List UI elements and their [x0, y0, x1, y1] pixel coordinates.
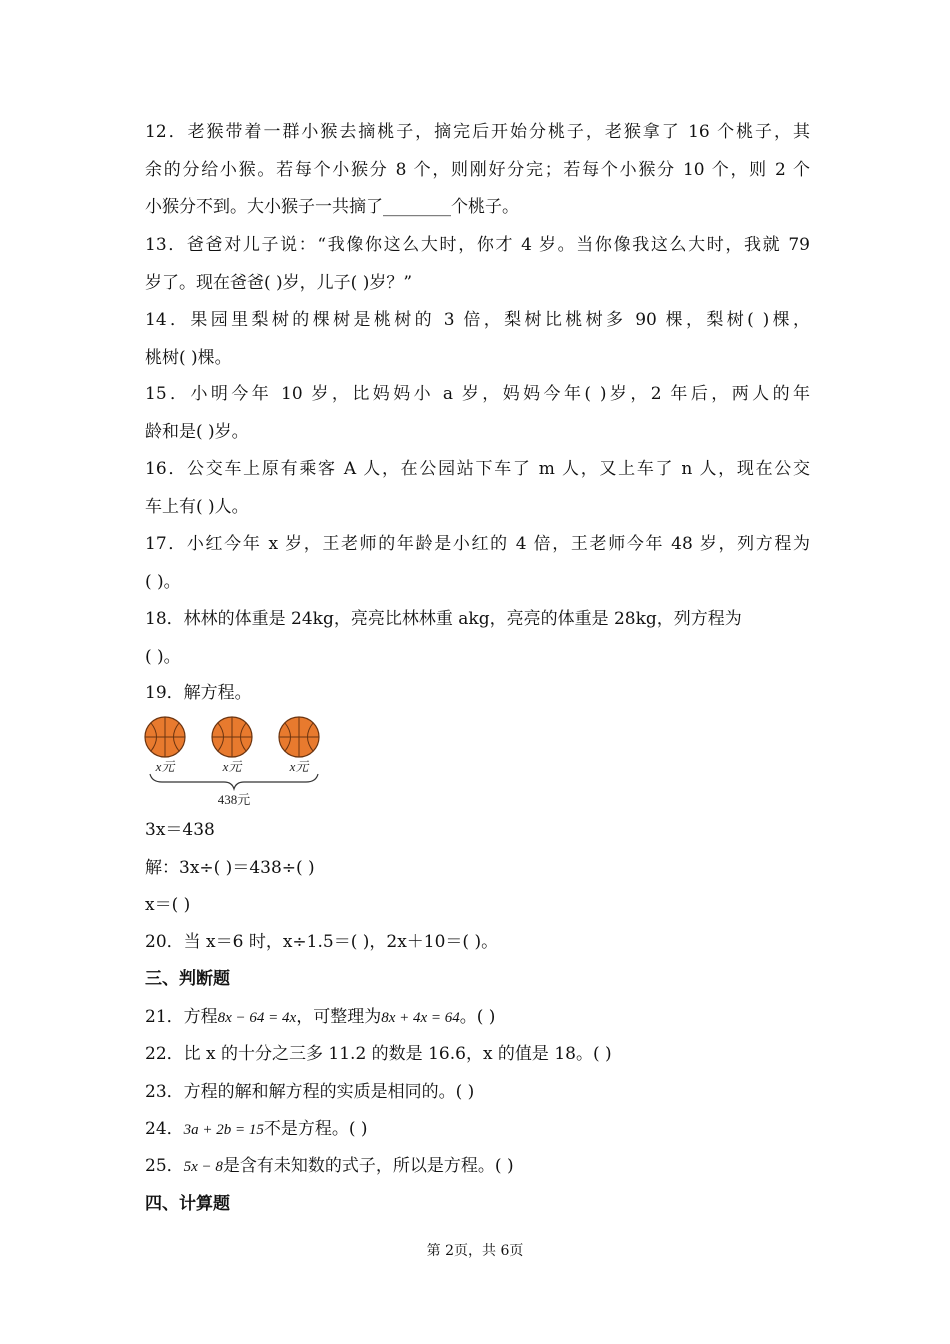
- question-23: 23．方程的解和解方程的实质是相同的。( ): [145, 1082, 475, 1102]
- section-4-title: 四、计算题: [145, 1194, 230, 1214]
- question-text: ，可整理为: [296, 1007, 382, 1027]
- basketball-icon: [145, 717, 185, 757]
- section-3-title: 三、判断题: [145, 969, 230, 989]
- question-19-equation: 3x＝438: [145, 820, 215, 840]
- question-line: 12．老猴带着一群小猴去摘桃子，摘完后开始分桃子，老猴拿了 16 个桃子，其: [145, 122, 810, 142]
- question-line: 岁了。现在爸爸( )岁，儿子( )岁？”: [145, 272, 413, 293]
- question-line: 14．果园里梨树的棵树是桃树的 3 倍，梨树比桃树多 90 棵，梨树( )棵，: [145, 310, 810, 330]
- page-footer: 第 2页，共 6页: [426, 1243, 524, 1259]
- question-22: 22．比 x 的十分之三多 11.2 的数是 16.6，x 的值是 18。( ): [145, 1044, 612, 1064]
- ball-price-label: x元: [155, 759, 175, 774]
- question-line: 桃树( )棵。: [145, 347, 232, 368]
- question-text: 不是方程。( ): [263, 1119, 368, 1139]
- basketball-icon: [212, 717, 252, 757]
- basketball-figure: [140, 712, 330, 812]
- ball-price-label: x元: [289, 759, 309, 774]
- question-text: 。( ): [459, 1007, 496, 1027]
- question-21: [145, 999, 495, 1038]
- question-line: 余的分给小猴。若每个小猴分 8 个，则刚好分完；若每个小猴分 10 个，则 2 个: [145, 159, 810, 180]
- equation-math: 5x − 8: [183, 1159, 223, 1175]
- question-line: 16．公交车上原有乘客 A 人，在公园站下车了 m 人，又上车了 n 人，现在公交: [145, 459, 810, 479]
- equation-math: 8x − 64 = 4x: [217, 1010, 297, 1026]
- question-16: [145, 451, 810, 526]
- question-line: 小猴分不到。大小猴子一共摘了________个桃子。: [145, 197, 519, 217]
- question-line: 13．爸爸对儿子说：“我像你这么大时，你才 4 岁。当你像我这么大时，我就 79: [145, 235, 810, 255]
- question-20: 20．当 x＝6 时，x÷1.5＝( )，2x＋10＝( )。: [145, 932, 499, 952]
- question-text: 是含有未知数的式子，所以是方程。( ): [222, 1156, 514, 1176]
- question-line: ( )。: [145, 571, 181, 592]
- question-17: [145, 526, 810, 601]
- question-13: [145, 227, 810, 302]
- basketball-icon: [279, 717, 319, 757]
- question-19-solve-step: 解：3x÷( )＝438÷( ): [145, 858, 315, 878]
- question-24: [145, 1111, 368, 1150]
- question-text: 25．: [145, 1156, 184, 1176]
- question-14: [145, 302, 810, 377]
- ball-price-label: x元: [222, 759, 242, 774]
- question-line: 车上有( )人。: [145, 496, 249, 517]
- question-19-title: 19．解方程。: [145, 683, 252, 703]
- equation-math: 8x + 4x = 64: [381, 1010, 460, 1026]
- question-line: ( )。: [145, 646, 181, 667]
- question-15: [145, 376, 810, 451]
- question-25: [145, 1148, 514, 1187]
- question-text: 24．: [145, 1119, 184, 1139]
- brace-line: [150, 774, 318, 789]
- question-19-result: x＝( ): [145, 895, 191, 915]
- question-12: [145, 114, 810, 227]
- question-18: [145, 601, 810, 676]
- question-line: 龄和是( )岁。: [145, 421, 249, 442]
- question-line: 17．小红今年 x 岁，王老师的年龄是小红的 4 倍，王老师今年 48 岁，列方程为: [145, 534, 810, 554]
- total-price-label: 438元: [217, 792, 251, 807]
- equation-math: 3a + 2b = 15: [183, 1122, 264, 1138]
- question-line: 18．林林的体重是 24kg，亮亮比林林重 akg，亮亮的体重是 28kg，列方程为: [145, 609, 742, 629]
- question-text: 21．方程: [145, 1007, 218, 1027]
- question-line: 15．小明今年 10 岁，比妈妈小 a 岁，妈妈今年( )岁，2 年后，两人的年: [145, 384, 810, 404]
